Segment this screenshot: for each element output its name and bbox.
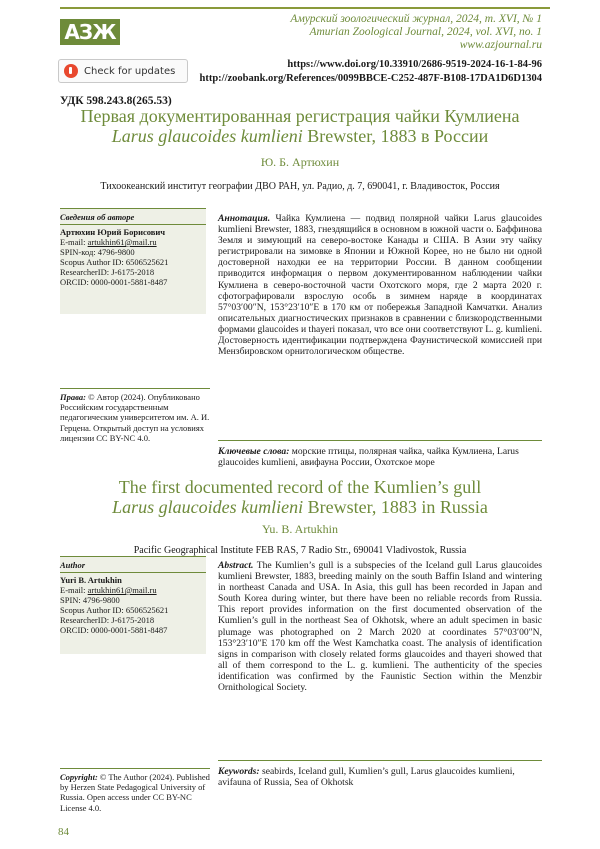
affiliation-ru: Тихоокеанский институт географии ДВО РАН, ул. Радио, д. 7, 690041, г. Владивосток, Россия: [0, 181, 600, 192]
rights-text-ru: © Автор (2024). Опубликовано Российским государственным педагогическим университетом им. А. И. Герцена. Открытый доступ на условиях лицензии CC BY-NC 4.0.: [60, 392, 209, 443]
divider: [218, 760, 542, 761]
divider: [60, 208, 206, 209]
email-label: E-mail:: [60, 237, 88, 247]
header-rule: [60, 7, 550, 9]
journal-site-link[interactable]: www.azjournal.ru: [460, 39, 542, 52]
researcher-id-ru: ResearcherID: J-6175-2018: [60, 267, 206, 277]
author-name-ru: Артюхин Юрий Борисович: [60, 227, 206, 237]
title-ru-species: Larus glaucoides kumlieni: [112, 126, 303, 146]
check-updates-button[interactable]: [58, 59, 188, 83]
abstract-text-en: The Kumlien’s gull is a subspecies of the Iceland gull Larus glaucoides kumlieni Brewster, 1883, breeding mainly on the south Baffin Island and wintering in northeast Canada and USA. In Asia, this gull has been recorded in Japan and South Korea during winter, but there have been no reliable records from Russia. This report provides information on the first documented observation of the Kumlien’s gull in the northeast Sea of Okhotsk, where an adult specimen in basic plumage was photographed on 2 March 2020 at coordinates 57°03′00″N, 153°23′10″E 170 km off the West Kamchatka coast. The analysis of identification signs in comparison with closely related forms glaucoides and thayeri showed that all of them correspond to the L. g. kumlieni. The authenticity of the species identification was confirmed by the Faunistic Section within the Menzbir Ornithological Society.: [218, 560, 542, 693]
author-name-en: Yuri B. Artukhin: [60, 575, 206, 585]
researcher-id-en: ResearcherID: J-6175-2018: [60, 615, 206, 625]
udk-code: УДК 598.243.8(265.53): [60, 95, 172, 107]
orcid-en: ORCID: 0000-0001-5881-8487: [60, 625, 206, 635]
rights-heading-ru: Права:: [60, 392, 86, 402]
journal-name-ru: Амурский зоологический журнал, 2024, т. XVI, № 1: [290, 13, 542, 26]
doi-link[interactable]: https://www.doi.org/10.33910/2686-9519-2024-16-1-84-96: [287, 58, 542, 71]
orcid-ru: ORCID: 0000-0001-5881-8487: [60, 277, 206, 287]
abstract-ru: [218, 213, 542, 357]
rights-heading-en: Copyright:: [60, 772, 98, 782]
author-info-heading-ru: Сведения об авторе: [60, 212, 206, 222]
check-updates-label: Check for updates: [84, 66, 175, 77]
title-en-species: Larus glaucoides kumlieni: [112, 497, 303, 517]
abstract-en: [218, 560, 542, 693]
author-info-ru: [60, 208, 206, 314]
journal-name-en: Amurian Zoological Journal, 2024, vol. XVI, no. 1: [309, 26, 542, 39]
title-ru-line2: [0, 126, 600, 146]
title-ru-line1: Первая документированная регистрация чайки Кумлиена: [0, 106, 600, 126]
title-en-line2: [0, 497, 600, 517]
abstract-heading-en: Abstract.: [218, 560, 253, 571]
email-link-en[interactable]: artukhin61@mail.ru: [88, 585, 157, 595]
zoobank-link[interactable]: http://zoobank.org/References/0099BBCE-C252-487F-B108-17DA1D6D1304: [200, 72, 543, 85]
abstract-heading-ru: Аннотация.: [218, 213, 270, 224]
keywords-ru: [218, 446, 542, 468]
page-number: 84: [58, 826, 69, 838]
title-en-line1: The first documented record of the Kumlien’s gull: [0, 477, 600, 497]
keywords-text-en: seabirds, Iceland gull, Kumlien’s gull, Larus glaucoides kumlieni, avifauna of Russia, Sea of Okhotsk: [218, 766, 515, 788]
keywords-heading-ru: Ключевые слова:: [218, 446, 289, 457]
spin-ru: SPIN-код: 4796-9800: [60, 247, 206, 257]
crossmark-icon: [64, 64, 78, 78]
abstract-text-ru: Чайка Кумлиена — подвид полярной чайки Larus glaucoides kumlieni Brewster, 1883, гнездящийся в основном в южной части о. Баффинова Земля и зимующий на северо-востоке Канады и США. В Азии эту чайку регистрировали на зимовке в Японии и Южной Корее, но не было ни одной достоверной находки ее на территории России. В данном сообщении приводится информация о первом документированном наблюдении чайки Кумлиена в северо-восточной части Охотского моря, где 2 марта 2020 г. сфотографировали взрослую особь в зимнем наряде в координатах 57°03′00″N, 153°23′10″E в 170 км от побережья Западной Камчатки. Анализ описательных диагностических признаков в сравнении с близкородственными формами glaucoides и thayeri показал, что все они соответствуют L. g. kumlieni. Достоверность идентификации подтверждена Фаунистической комиссией при Мензбировском орнитологическом обществе.: [218, 213, 542, 357]
title-en-authority: Brewster, 1883 in Russia: [303, 497, 488, 517]
divider: [60, 768, 210, 769]
rights-en: [60, 768, 210, 813]
author-en: Yu. B. Artukhin: [0, 522, 600, 537]
journal-logo: АЗЖ: [60, 19, 120, 45]
affiliation-en: Pacific Geographical Institute FEB RAS, 7 Radio Str., 690041 Vladivostok, Russia: [0, 545, 600, 556]
email-link-ru[interactable]: artukhin61@mail.ru: [88, 237, 157, 247]
email-label: E-mail:: [60, 585, 88, 595]
author-info-heading-en: Author: [60, 560, 206, 570]
author-info-en: [60, 556, 206, 654]
scopus-id-en: Scopus Author ID: 6506525621: [60, 605, 206, 615]
keywords-heading-en: Keywords:: [218, 766, 260, 777]
divider: [60, 556, 206, 557]
divider: [60, 388, 210, 389]
rights-ru: [60, 388, 210, 443]
keywords-text-ru: морские птицы, полярная чайка, чайка Кумлиена, Larus glaucoides kumlieni, авифауна России, Охотское море: [218, 446, 519, 468]
spin-en: SPIN: 4796-9800: [60, 595, 206, 605]
divider: [218, 440, 542, 441]
email-row-ru: [60, 237, 206, 247]
author-ru: Ю. Б. Артюхин: [0, 155, 600, 170]
divider: [60, 224, 206, 225]
divider: [60, 572, 206, 573]
scopus-id-ru: Scopus Author ID: 6506525621: [60, 257, 206, 267]
email-row-en: [60, 585, 206, 595]
rights-text-en: © The Author (2024). Published by Herzen State Pedagogical University of Russia. Open access under CC BY-NC License 4.0.: [60, 772, 210, 813]
title-ru-authority: Brewster, 1883 в России: [303, 126, 489, 146]
keywords-en: [218, 766, 542, 788]
